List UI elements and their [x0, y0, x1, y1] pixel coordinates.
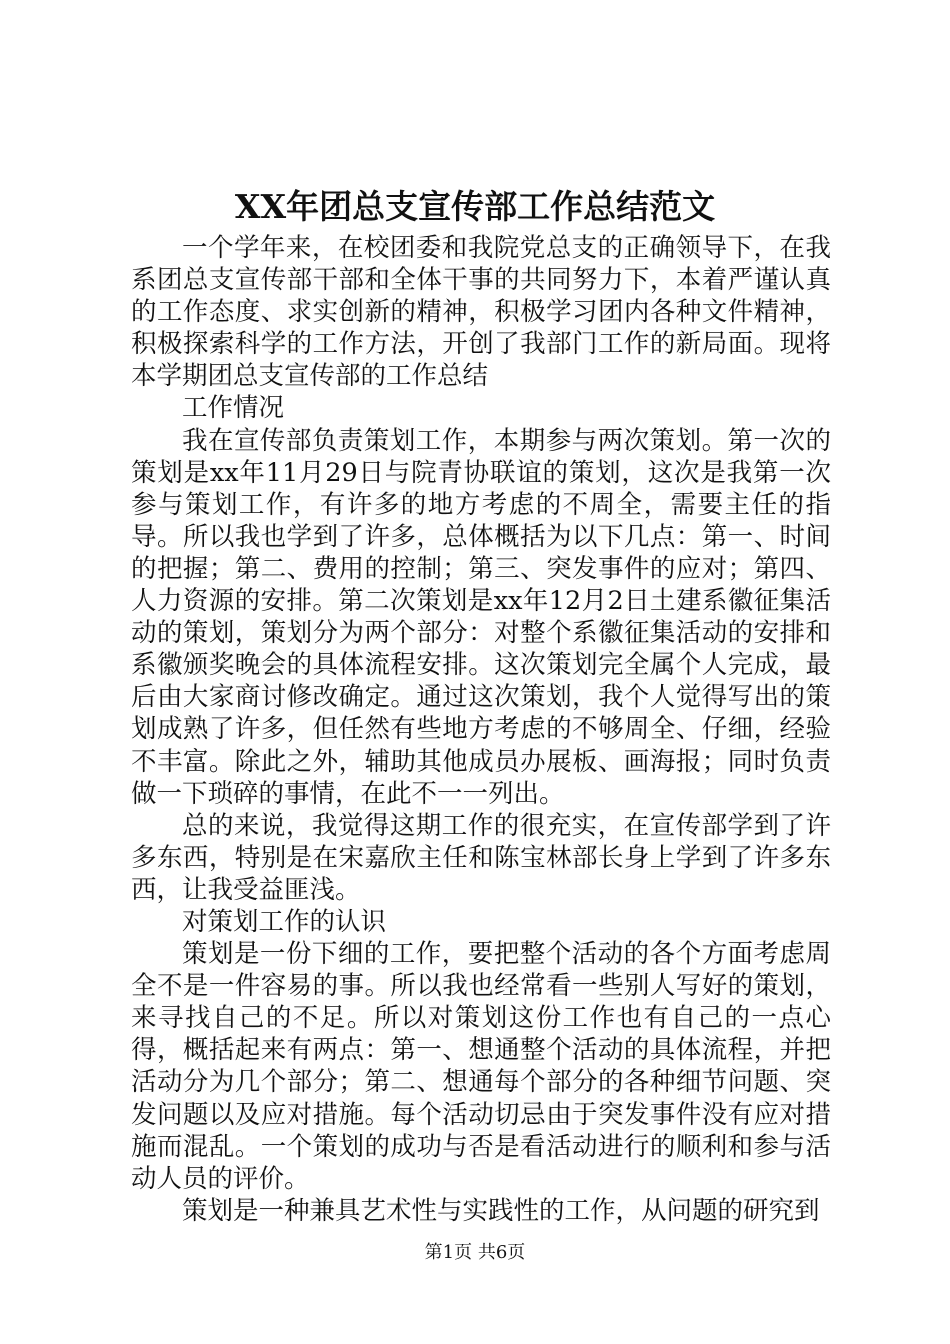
- paragraph-intro: 一个学年来，在校团委和我院党总支的正确领导下，在我系团总支宣传部干部和全体干事的共同努力下，本着严谨认真的工作态度、求实创新的精神，积极学习团内各种文件精神，积极探索科学的工作方法，开创了我部门工作的新局面。现将本学期团总支宣传部的工作总结: [131, 233, 831, 392]
- section-heading-planning-understanding: 对策划工作的认识: [182, 906, 387, 937]
- page-footer: 第1页 共6页: [424, 1242, 526, 1263]
- paragraph-planning-nature: 策划是一种兼具艺术性与实践性的工作，从问题的研究到: [182, 1195, 820, 1226]
- paragraph-summary: 总的来说，我觉得这期工作的很充实，在宣传部学到了许多东西，特别是在宋嘉欣主任和陈宝林部长身上学到了许多东西，让我受益匪浅。: [131, 810, 831, 905]
- paragraph-planning-work: 我在宣传部负责策划工作，本期参与两次策划。第一次的策划是xx年11月29日与院青协联谊的策划，这次是我第一次参与策划工作，有许多的地方考虑的不周全，需要主任的指导。所以我也学到了许多，总体概括为以下几点：第一、时间的把握；第二、费用的控制；第三、突发事件的应对；第四、人力资源的安排。第二次策划是xx年12月2日土建系徽征集活动的策划，策划分为两个部分：对整个系徽征集活动的安排和系徽颁奖晚会的具体流程安排。这次策划完全属个人完成，最后由大家商讨修改确定。通过这次策划，我个人觉得写出的策划成熟了许多，但任然有些地方考虑的不够周全、仔细，经验不丰富。除此之外，辅助其他成员办展板、画海报；同时负责做一下琐碎的事情，在此不一一列出。: [131, 425, 831, 809]
- document-body: [131, 232, 831, 1227]
- document-title: XX年团总支宣传部工作总结范文: [234, 187, 716, 226]
- section-heading-work-status: 工作情况: [182, 393, 285, 424]
- paragraph-planning-detail: 策划是一份下细的工作，要把整个活动的各个方面考虑周全不是一件容易的事。所以我也经常看一些别人写好的策划，来寻找自己的不足。所以对策划这份工作也有自己的一点心得，概括起来有两点：第一、想通整个活动的具体流程，并把活动分为几个部分；第二、想通每个部分的各种细节问题、突发问题以及应对措施。每个活动切忌由于突发事件没有应对措施而混乱。一个策划的成功与否是看活动进行的顺利和参与活动人员的评价。: [131, 939, 831, 1194]
